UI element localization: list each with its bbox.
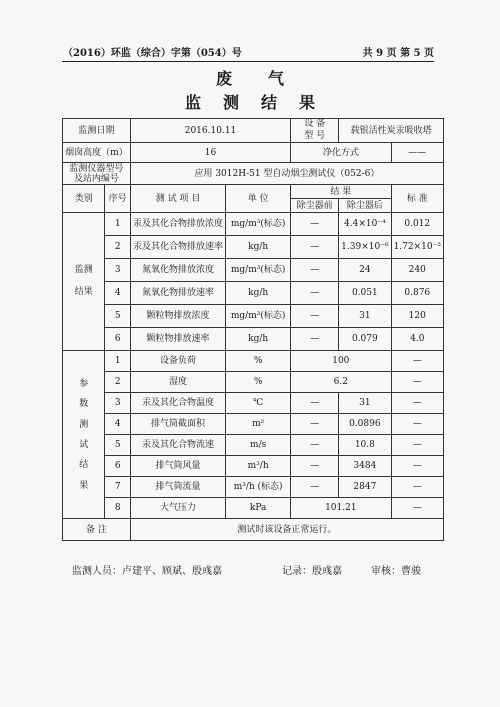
row-item: 大气压力 bbox=[130, 498, 225, 519]
row-after: 31 bbox=[339, 393, 391, 414]
table-row bbox=[63, 259, 444, 282]
row-standard: — bbox=[391, 498, 443, 519]
row-after: 2847 bbox=[339, 477, 391, 498]
row-standard: — bbox=[391, 351, 443, 372]
col-unit: 单 位 bbox=[226, 185, 291, 213]
table-row bbox=[63, 414, 444, 435]
date-label: 监测日期 bbox=[63, 119, 131, 143]
table-row bbox=[63, 393, 444, 414]
row-unit: mg/m³(标态) bbox=[226, 305, 291, 328]
row-standard: 4.0 bbox=[391, 328, 443, 351]
title-line2: 监测结果 bbox=[184, 93, 337, 112]
monitoring-table bbox=[62, 118, 444, 541]
row-unit: kPa bbox=[226, 498, 291, 519]
row-standard: — bbox=[391, 477, 443, 498]
row-item: 设备负荷 bbox=[130, 351, 225, 372]
table-row bbox=[63, 477, 444, 498]
row-unit: m³/h (标态) bbox=[226, 477, 291, 498]
row-standard: 0.012 bbox=[391, 213, 443, 236]
col-standard: 标 准 bbox=[391, 185, 443, 213]
page-info: 共 9 页 第 5 页 bbox=[362, 48, 434, 59]
row-item: 氮氧化物排放速率 bbox=[130, 282, 225, 305]
height-value: 16 bbox=[130, 143, 290, 163]
row-standard: — bbox=[391, 372, 443, 393]
row-before: — bbox=[291, 393, 339, 414]
col-after: 除尘器后 bbox=[339, 199, 391, 213]
instrument-label: 监测仪器型号及站内编号 bbox=[63, 163, 131, 185]
row-before: — bbox=[291, 236, 339, 259]
row-unit: kg/h bbox=[226, 282, 291, 305]
row-item: 汞及其化合物温度 bbox=[130, 393, 225, 414]
col-before: 除尘器前 bbox=[291, 199, 339, 213]
table-row bbox=[63, 236, 444, 259]
row-after: 10.8 bbox=[339, 435, 391, 456]
row-unit: % bbox=[226, 351, 291, 372]
row-unit: kg/h bbox=[226, 328, 291, 351]
purify-label: 净化方式 bbox=[291, 143, 391, 163]
row-before: — bbox=[291, 259, 339, 282]
title-line1: 废气 bbox=[215, 69, 320, 88]
col-category: 类别 bbox=[63, 185, 105, 213]
row-unit: mg/m³(标态) bbox=[226, 213, 291, 236]
row-seq: 6 bbox=[105, 456, 130, 477]
row-item: 汞及其化合物排放浓度 bbox=[130, 213, 225, 236]
row-before: — bbox=[291, 477, 339, 498]
row-standard: 1.72×10⁻³ bbox=[391, 236, 443, 259]
instrument-value: 应用 3012H-51 型自动烟尘测试仪（052-6） bbox=[130, 163, 443, 185]
table-row bbox=[63, 351, 444, 372]
group1-label: 监测 结果 bbox=[63, 213, 105, 351]
row-item: 颗粒物排放速率 bbox=[130, 328, 225, 351]
row-standard: — bbox=[391, 456, 443, 477]
row-before: — bbox=[291, 305, 339, 328]
row-seq: 3 bbox=[105, 259, 130, 282]
row-seq: 5 bbox=[105, 305, 130, 328]
table-row bbox=[63, 435, 444, 456]
remarks-label: 备 注 bbox=[63, 519, 131, 541]
row-seq: 3 bbox=[105, 393, 130, 414]
date-value: 2016.10.11 bbox=[130, 119, 290, 143]
table-row bbox=[63, 282, 444, 305]
group2-label: 参 数 测 试 结 果 bbox=[63, 351, 105, 519]
row-seq: 6 bbox=[105, 328, 130, 351]
row-seq: 4 bbox=[105, 414, 130, 435]
row-before: — bbox=[291, 213, 339, 236]
row-seq: 5 bbox=[105, 435, 130, 456]
row-before: — bbox=[291, 414, 339, 435]
table-row bbox=[63, 498, 444, 519]
col-result: 结 果 bbox=[291, 185, 391, 199]
row-item: 氮氧化物排放浓度 bbox=[130, 259, 225, 282]
row-after: 1.39×10⁻⁶ bbox=[339, 236, 391, 259]
device-value: 载银活性炭汞吸收塔 bbox=[339, 119, 444, 143]
table-row bbox=[63, 328, 444, 351]
row-seq: 1 bbox=[105, 213, 130, 236]
row-before: — bbox=[291, 456, 339, 477]
row-item: 排气筒截面积 bbox=[130, 414, 225, 435]
row-seq: 8 bbox=[105, 498, 130, 519]
row-unit: m/s bbox=[226, 435, 291, 456]
row-item: 排气筒流量 bbox=[130, 477, 225, 498]
row-after: 0.079 bbox=[339, 328, 391, 351]
row-item: 颗粒物排放浓度 bbox=[130, 305, 225, 328]
row-after: 3484 bbox=[339, 456, 391, 477]
height-label: 烟囱高度（m） bbox=[63, 143, 131, 163]
table-row bbox=[63, 305, 444, 328]
recorder: 记录：殷彧嘉 bbox=[282, 566, 342, 577]
row-after: 0.051 bbox=[339, 282, 391, 305]
table-row bbox=[63, 372, 444, 393]
row-item: 排气筒风量 bbox=[130, 456, 225, 477]
row-standard: — bbox=[391, 435, 443, 456]
row-standard: 120 bbox=[391, 305, 443, 328]
row-standard: 0.876 bbox=[391, 282, 443, 305]
row-unit: mg/m³(标态) bbox=[226, 259, 291, 282]
device-label: 设 备 型 号 bbox=[291, 119, 339, 143]
row-standard: 240 bbox=[391, 259, 443, 282]
row-seq: 1 bbox=[105, 351, 130, 372]
row-item: 汞及其化合物流速 bbox=[130, 435, 225, 456]
col-item: 测 试 项 目 bbox=[130, 185, 225, 213]
row-item: 湿度 bbox=[130, 372, 225, 393]
row-after: 4.4×10⁻⁴ bbox=[339, 213, 391, 236]
row-seq: 7 bbox=[105, 477, 130, 498]
table-row bbox=[63, 456, 444, 477]
row-after: 24 bbox=[339, 259, 391, 282]
report-reference: （2016）环监（综合）字第（054）号 bbox=[63, 48, 242, 59]
row-before: — bbox=[291, 282, 339, 305]
row-before: — bbox=[291, 435, 339, 456]
row-unit: kg/h bbox=[226, 236, 291, 259]
row-after: 31 bbox=[339, 305, 391, 328]
row-value: 6.2 bbox=[291, 372, 391, 393]
col-seq: 序号 bbox=[105, 185, 130, 213]
row-seq: 4 bbox=[105, 282, 130, 305]
row-seq: 2 bbox=[105, 236, 130, 259]
row-unit: % bbox=[226, 372, 291, 393]
row-unit: m³/h bbox=[226, 456, 291, 477]
row-after: 0.0896 bbox=[339, 414, 391, 435]
table-row bbox=[63, 213, 444, 236]
reviewer: 审核：曹骏 bbox=[371, 566, 421, 577]
row-value: 101.21 bbox=[291, 498, 391, 519]
row-seq: 2 bbox=[105, 372, 130, 393]
row-standard: — bbox=[391, 414, 443, 435]
header-rule bbox=[62, 61, 434, 62]
row-value: 100 bbox=[291, 351, 391, 372]
remarks-value: 测试时该设备正常运行。 bbox=[130, 519, 443, 541]
row-unit: ℃ bbox=[226, 393, 291, 414]
row-before: — bbox=[291, 328, 339, 351]
monitoring-staff: 监测人员：卢建平、顾斌、殷彧嘉 bbox=[72, 566, 222, 577]
remarks-row bbox=[63, 519, 444, 541]
row-item: 汞及其化合物排放速率 bbox=[130, 236, 225, 259]
row-standard: — bbox=[391, 393, 443, 414]
purify-value: —— bbox=[391, 143, 443, 163]
row-unit: m² bbox=[226, 414, 291, 435]
